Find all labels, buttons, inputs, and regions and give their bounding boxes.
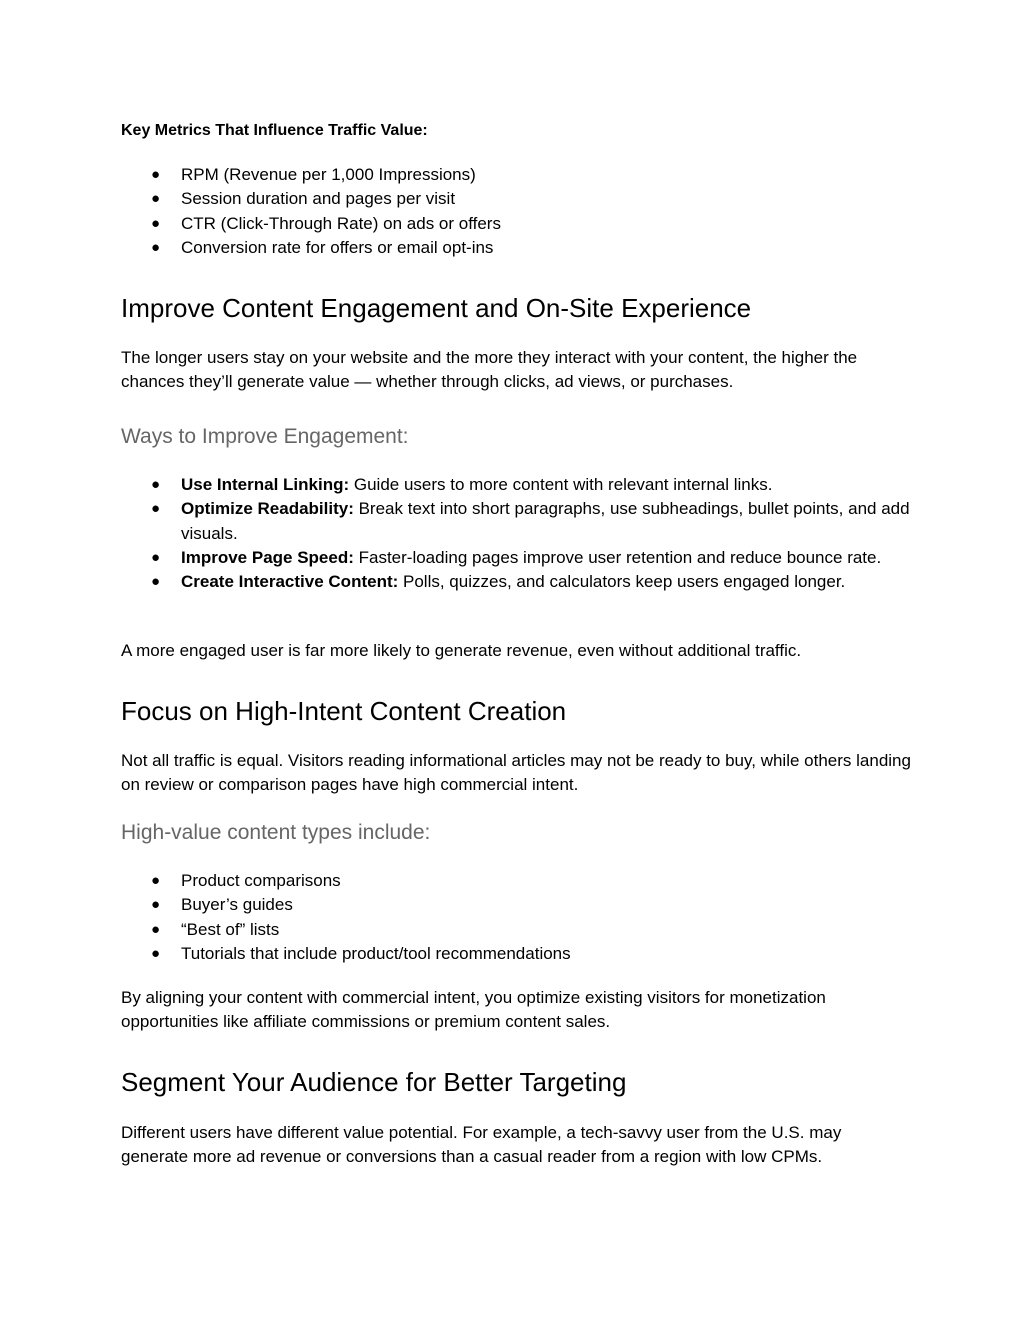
intent-list (121, 869, 911, 966)
bullet-icon: ● (151, 166, 161, 183)
list-item: ● Tutorials that include product/tool recommendations (121, 942, 911, 966)
list-item: ● Optimize Readability: Break text into short paragraphs, use subheadings, bullet points, and add visuals. (151, 499, 910, 543)
list-item: ● Conversion rate for offers or email opt-ins (121, 236, 911, 260)
list-item: ● Create Interactive Content: Polls, quizzes, and calculators keep users engaged longer. (121, 570, 911, 594)
bullet-icon: ● (151, 920, 161, 938)
engagement-subheading: Ways to Improve Engagement: (121, 425, 409, 448)
list-item: ● RPM (Revenue per 1,000 Impressions) (121, 163, 911, 187)
bullet-icon: ● (151, 214, 161, 232)
engagement-paragraph: The longer users stay on your website and the more they interact with your content, the higher the chances they’ll generate value — whether through clicks, ad views, or purchases. (121, 348, 858, 392)
intent-paragraph: Not all traffic is equal. Visitors reading informational articles may not be ready to buy, while others landing on review or comparison pages have high commercial intent. (121, 751, 911, 795)
segment-paragraph: Different users have different value potential. For example, a tech-savvy user from the U.S. may generate more ad revenue or conversions than a casual reader from a region with low CPMs. (121, 1123, 842, 1167)
list-item: ● Use Internal Linking: Guide users to more content with relevant internal links. (121, 473, 911, 497)
section-title-segment: Segment Your Audience for Better Targeting (121, 1067, 627, 1097)
section-title-engagement: Improve Content Engagement and On-Site Experience (121, 293, 752, 323)
list-item: ● CTR (Click-Through Rate) on ads or offers (121, 212, 911, 236)
metrics-list (121, 163, 911, 260)
engagement-closing: A more engaged user is far more likely to generate revenue, even without additional traffic. (121, 641, 802, 660)
section-title-intent: Focus on High-Intent Content Creation (121, 696, 567, 726)
list-item: ● Session duration and pages per visit (121, 187, 911, 211)
list-item: ● Improve Page Speed: Faster-loading pages improve user retention and reduce bounce rate. (121, 546, 911, 570)
intent-closing: By aligning your content with commercial intent, you optimize existing visitors for monetization opportunities like affiliate commissions or premium content sales. (121, 988, 826, 1032)
bullet-icon: ● (151, 476, 161, 493)
bullet-icon: ● (151, 872, 161, 889)
bullet-icon: ● (151, 500, 161, 518)
metrics-heading: Key Metrics That Influence Traffic Value: (121, 122, 428, 139)
list-item: ● Product comparisons (121, 869, 911, 893)
bullet-icon: ● (151, 190, 161, 208)
bullet-icon: ● (151, 944, 161, 962)
list-item: ● Buyer’s guides (121, 893, 911, 917)
bullet-icon: ● (151, 238, 161, 256)
bullet-icon: ● (151, 573, 161, 591)
bullet-icon: ● (151, 548, 161, 566)
intent-subheading: High-value content types include: (121, 821, 431, 844)
engagement-list (121, 473, 911, 594)
bullet-icon: ● (151, 896, 161, 914)
list-item: ● “Best of” lists (121, 918, 911, 942)
